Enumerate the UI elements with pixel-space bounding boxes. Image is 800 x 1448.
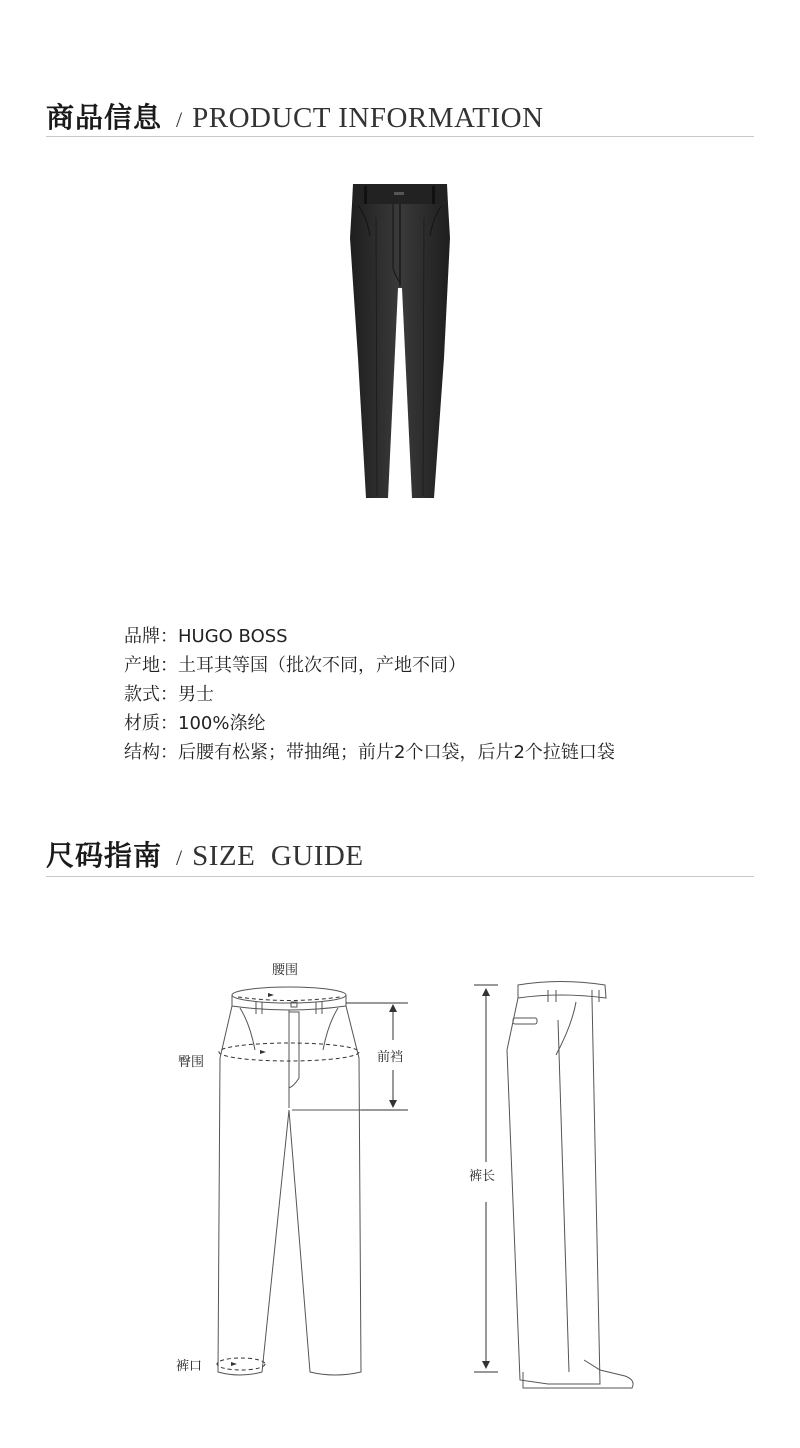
product-info-title-en: PRODUCT INFORMATION xyxy=(192,102,544,134)
length-label: 裤长 xyxy=(469,1169,496,1184)
side-trouser-outline xyxy=(507,982,633,1389)
hip-label: 臀围 xyxy=(178,1055,205,1070)
title-separator: / xyxy=(176,845,183,870)
spec-colon: ： xyxy=(160,713,178,734)
leg-opening-label: 裤口 xyxy=(176,1359,203,1374)
spec-style xyxy=(124,680,615,709)
spec-colon: ： xyxy=(160,655,178,676)
spec-value: 后腰有松紧；带抽绳；前片2个口袋，后片2个拉链口袋 xyxy=(178,742,615,763)
product-image xyxy=(320,178,480,508)
leg-opening-measure-line xyxy=(217,1358,265,1370)
size-guide-header xyxy=(46,834,754,877)
spec-label: 材质 xyxy=(124,713,160,734)
spec-value: HUGO BOSS xyxy=(178,626,288,647)
product-info-header xyxy=(46,96,754,137)
spec-label: 产地 xyxy=(124,655,160,676)
waist-measure-line xyxy=(238,997,340,1001)
spec-label: 品牌 xyxy=(124,626,160,647)
front-trouser-outline xyxy=(218,987,361,1375)
spec-value: 男士 xyxy=(178,684,214,705)
spec-material xyxy=(124,709,615,738)
title-separator: / xyxy=(176,107,183,132)
size-guide-title-cn: 尺码指南 xyxy=(46,839,163,872)
waist-label: 腰围 xyxy=(272,963,299,978)
product-specs xyxy=(124,622,615,767)
spec-label: 款式 xyxy=(124,684,160,705)
spec-brand xyxy=(124,622,615,651)
spec-value: 100%涤纶 xyxy=(178,713,266,734)
product-info-title-cn: 商品信息 xyxy=(46,101,163,134)
spec-label: 结构 xyxy=(124,742,160,763)
spec-origin xyxy=(124,651,615,680)
spec-colon: ： xyxy=(160,742,178,763)
front-rise-label: 前裆 xyxy=(377,1050,404,1065)
size-diagram xyxy=(0,940,800,1410)
spec-structure xyxy=(124,738,615,767)
spec-colon: ： xyxy=(160,684,178,705)
spec-colon: ： xyxy=(160,626,178,647)
spec-value: 土耳其等国（批次不同，产地不同） xyxy=(178,655,466,676)
size-guide-title-en: SIZE GUIDE xyxy=(192,840,364,872)
